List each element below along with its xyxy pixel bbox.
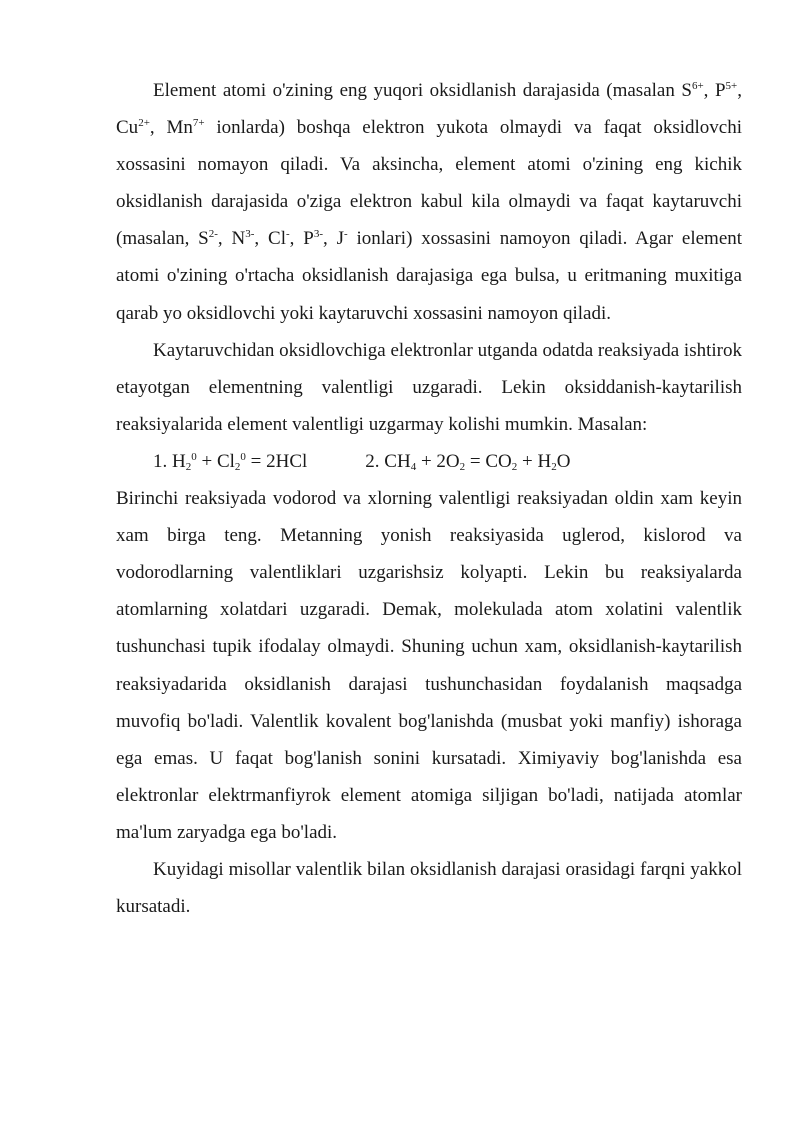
ion-s2: $S^{2-}$	[198, 228, 218, 250]
document-body	[116, 72, 742, 925]
ion-n3: $N^{3-}$	[231, 228, 255, 250]
ion-p3: $P^{3-}$	[303, 228, 323, 250]
paragraph-text: ionlarda) boshqa elektron yukota olmaydi va faqat oksidlovchi xossasini nomayon qiladi. Va aksincha, element atomi o'zining eng kichik oksidlanish darajasida o'ziga elektron kabul kila olmaydi va faqat kaytaruvchi (masalan,	[116, 117, 742, 250]
ion-p5: $P^{5+}$	[714, 80, 738, 101]
ion-mn7: $Mn^{7+}$	[166, 117, 205, 139]
equations-row	[116, 443, 742, 480]
paragraph-reaction-explanation: Birinchi reaksiyada vodorod va xlorning valentligi reaksiyadan oldin xam keyin xam birga teng. Metanning yonish reaksiyasida uglerod, kislorod va vodorodlarning valentliklari uzgarishsiz kolyapti. Lekin bu reaksiyalarda atomlarning xolatdari uzgaradi. Demak, molekulada atom xolatini valentlik tushunchasi tupik ifodalay olmaydi. Shuning uchun xam, oksidlanish-kaytarilish reaksiyadarida oksidlanish darajasi tushunchasidan foydalanish maqsadga muvofiq bo'ladi. Valentlik kovalent bog'lanishda (musbat yoki manfiy) ishoraga ega emas. U faqat bog'lanish sonini kursatadi. Ximiyaviy bog'lanishda esa elektronlar elektrmanfiyrok element atomiga siljigan bo'ladi, natijada atomlar ma'lum zaryadga ega bo'ladi.	[116, 488, 742, 843]
ion-cl: Cl-	[268, 228, 290, 250]
ion-s6: $S^{6+}$	[681, 80, 704, 101]
paragraph-text: Element atomi o'zining eng yuqori oksidlanish darajasida (masalan	[153, 80, 682, 101]
paragraph-valence-change: Kaytaruvchidan oksidlovchiga elektronlar utganda odatda reaksiyada ishtirok etayotgan elementning valentligi uzgaradi. Lekin oksiddanish-kaytarilish reaksiyalarida element valentligi uzgarmay kolishi mumkin. Masalan:	[116, 339, 742, 435]
equation-hydrogen-chlorine: 1. $H_2^0 + Cl_2^0 = 2HCl$	[153, 450, 308, 473]
paragraph-examples-intro: Kuyidagi misollar valentlik bilan oksidlanish darajasi orasidagi farqni yakkol kursatadi.	[116, 858, 742, 918]
ion-cu2: $Cu^{2+}$	[116, 117, 150, 139]
ion-j: J-	[336, 228, 348, 250]
paragraph-text: ionlari) xossasini namoyon qiladi. Agar element atomi o'zining o'rtacha oksidlanish darajasiga ega bulsa, u eritmaning muxitiga qarab yo oksidlovchi yoki kaytaruvchi xossasini namoyon qiladi.	[116, 228, 743, 324]
equation-methane-combustion: 2. $CH_4 + 2O_2 = CO_2 + H_2O$	[365, 450, 571, 473]
paragraph-oxidation-states: Element atomi o'zining eng yuqori oksidlanish darajasida (masalan $S^{6+}$, $P^{5+}$, $Cu^{2+}$, $Mn^{7+}$ ionlarda) boshqa elektron yukota olmaydi va faqat oksidlovchi xossasini nomayon qiladi. Va aksincha, element atomi o'zining eng kichik oksidlanish darajasida o'ziga elektron kabul kila olmaydi va faqat kaytaruvchi (masalan, $S^{2-}$, $N^{3-}$, Cl-, $P^{3-}$, J- ionlari) xossasini namoyon qiladi. Agar element atomi o'zining o'rtacha oksidlanish darajasiga ega bulsa, u eritmaning muxitiga qarab yo oksidlovchi yoki kaytaruvchi xossasini namoyon qiladi.	[116, 80, 743, 324]
